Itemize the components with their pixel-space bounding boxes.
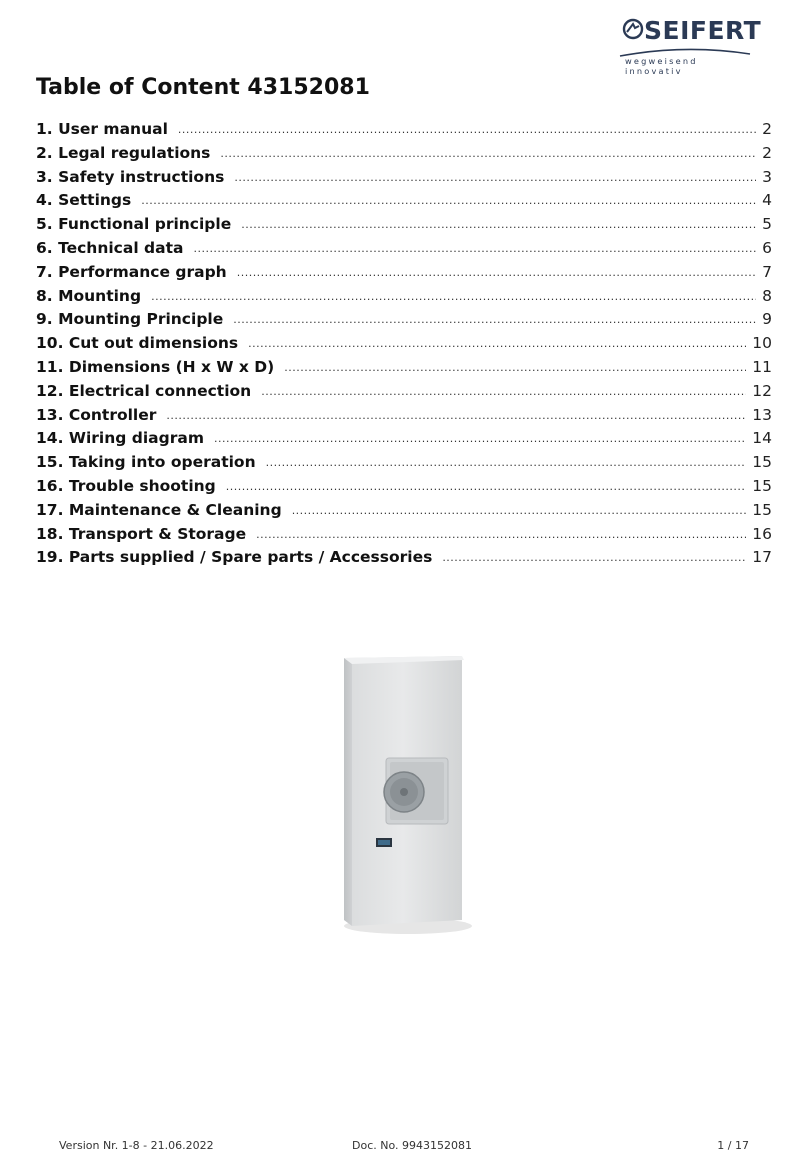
toc-entry-label: 14. Wiring diagram [36,429,204,448]
toc-entry-label: 16. Trouble shooting [36,476,216,495]
toc-entry-page: 14 [752,429,772,448]
toc-dot-leader [284,356,746,380]
toc-entry-label: 6. Technical data [36,238,184,257]
toc-dot-leader [178,118,756,142]
toc-dot-leader [234,166,756,190]
toc-entry[interactable] [36,142,772,166]
toc-entry-label: 1. User manual [36,120,168,138]
toc-entry-page: 3 [762,167,772,186]
toc-entry[interactable] [36,451,772,475]
toc-entry-label: 19. Parts supplied / Spare parts / Accessories [36,548,433,567]
toc-entry-page: 4 [762,191,772,210]
toc-dot-leader [226,475,746,499]
toc-dot-leader [241,213,756,237]
toc-entry[interactable] [36,380,772,404]
toc-entry[interactable] [36,404,772,428]
toc-entry[interactable] [36,285,772,309]
toc-entry-page: 17 [752,548,772,567]
toc-entry-label: 4. Settings [36,191,132,210]
toc-entry-label: 8. Mounting [36,286,142,305]
toc-dot-leader [292,499,747,523]
footer-version: Version Nr. 1-8 - 21.06.2022 [59,1139,214,1152]
toc-entry-page: 13 [752,405,772,424]
toc-entry[interactable] [36,261,772,285]
toc-dot-leader [442,546,746,570]
toc-dot-leader [256,523,746,547]
toc-dot-leader [248,332,746,356]
toc-entry-label: 13. Controller [36,405,157,424]
brand-tagline: wegweisend innovativ [625,56,698,76]
toc-entry-page: 7 [762,262,772,281]
toc-dot-leader [266,451,747,475]
toc-entry[interactable] [36,237,772,261]
toc-entry[interactable] [36,475,772,499]
toc-entry-page: 8 [762,286,772,305]
toc-entry[interactable] [36,213,772,237]
footer-page-number: 1 / 17 [717,1139,749,1152]
toc-entry-page: 10 [752,334,772,353]
seifert-logo [618,16,762,76]
toc-entry[interactable] [36,523,772,547]
toc-entry[interactable] [36,546,772,570]
toc-entry-page: 12 [752,381,772,400]
toc-entry-label: 9. Mounting Principle [36,310,224,329]
toc-entry[interactable] [36,427,772,451]
toc-entry-page: 15 [752,500,772,519]
toc-entry-page: 6 [762,238,772,257]
toc-entry-label: 15. Taking into operation [36,453,256,472]
toc-entry-label: 3. Safety instructions [36,167,225,186]
toc-entry-label: 18. Transport & Storage [36,524,247,543]
footer-doc-number: Doc. No. 9943152081 [352,1139,472,1152]
toc-dot-leader [214,427,746,451]
toc-entry[interactable] [36,189,772,213]
toc-entry-label: 17. Maintenance & Cleaning [36,500,282,519]
toc-entry[interactable] [36,356,772,380]
toc-entry-page: 11 [752,357,772,376]
toc-entry-page: 9 [762,310,772,329]
toc-entry-page: 15 [752,476,772,495]
toc-entry-label: 12. Electrical connection [36,381,252,400]
toc-entry[interactable] [36,499,772,523]
toc-entry[interactable] [36,332,772,356]
toc-entry-label: 7. Performance graph [36,262,227,281]
toc-dot-leader [220,142,756,166]
toc-entry-label: 2. Legal regulations [36,143,211,162]
air-conditioner-product-image [330,650,480,940]
toc-entry-page: 15 [752,453,772,472]
toc-dot-leader [141,189,756,213]
toc-dot-leader [261,380,746,404]
toc-entry-page: 16 [752,524,772,543]
brand-name: SEIFERT [644,16,762,45]
toc-dot-leader [193,237,756,261]
toc-entry[interactable] [36,118,772,142]
toc-dot-leader [233,308,756,332]
toc-entry-label: 5. Functional principle [36,215,232,234]
table-of-contents [36,118,772,570]
toc-entry-page: 2 [762,120,772,138]
toc-dot-leader [237,261,756,285]
toc-entry-label: 11. Dimensions (H x W x D) [36,357,275,376]
toc-dot-leader [166,404,746,428]
page-title: Table of Content 43152081 [36,75,370,100]
seifert-emblem-icon [622,18,644,40]
toc-entry-page: 2 [762,143,772,162]
toc-dot-leader [151,285,756,309]
toc-entry[interactable] [36,166,772,190]
toc-entry[interactable] [36,308,772,332]
toc-entry-page: 5 [762,215,772,234]
toc-entry-label: 10. Cut out dimensions [36,334,239,353]
